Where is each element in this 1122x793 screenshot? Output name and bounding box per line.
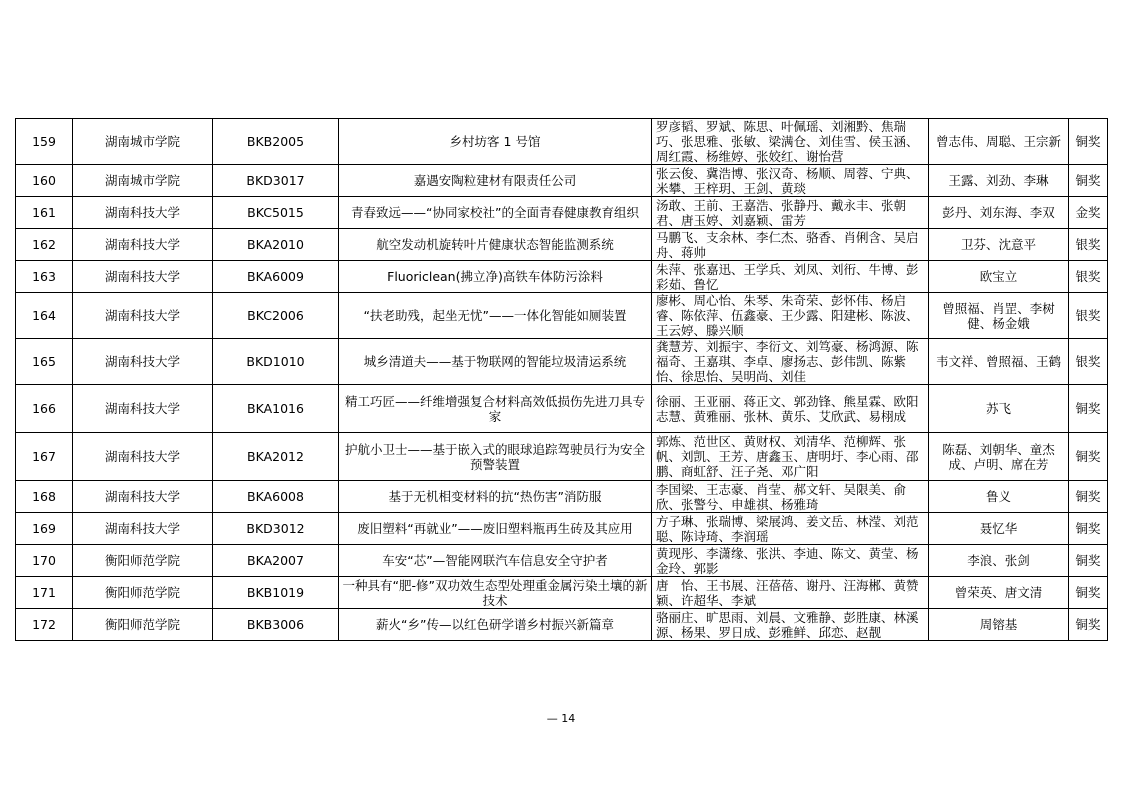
advisors: 韦文祥、曾照福、王鹤 [929, 339, 1069, 385]
project-title: 车安“芯”—智能网联汽车信息安全守护者 [339, 545, 652, 577]
school-name: 湖南科技大学 [73, 261, 213, 293]
advisors: 陈磊、刘朝华、童杰成、卢明、席在芳 [929, 433, 1069, 481]
team-members: 朱萍、张嘉迅、王学兵、刘凤、刘衎、牛博、彭彩茹、鲁忆 [652, 261, 929, 293]
school-name: 湖南科技大学 [73, 433, 213, 481]
row-number: 160 [16, 165, 73, 197]
table-row [16, 545, 1108, 577]
team-members: 马鹏飞、支余林、李仁杰、骆香、肖俐含、吴启舟、蒋帅 [652, 229, 929, 261]
advisors: 曾志伟、周聪、王宗新 [929, 119, 1069, 165]
table-row [16, 513, 1108, 545]
school-name: 衡阳师范学院 [73, 545, 213, 577]
row-number: 159 [16, 119, 73, 165]
advisors: 卫芬、沈意平 [929, 229, 1069, 261]
project-title: Fluoriclean(拂立净)高铁车体防污涂料 [339, 261, 652, 293]
project-code: BKB3006 [213, 609, 339, 641]
award-level: 铜奖 [1069, 481, 1108, 513]
project-code: BKD1010 [213, 339, 339, 385]
project-title: 废旧塑料“再就业”——废旧塑料瓶再生砖及其应用 [339, 513, 652, 545]
project-code: BKB1019 [213, 577, 339, 609]
award-level: 铜奖 [1069, 165, 1108, 197]
team-members: 汤敢、王前、王嘉浩、张静丹、戴永丰、张朝君、唐玉婷、刘嘉颖、雷芳 [652, 197, 929, 229]
table-row [16, 609, 1108, 641]
project-code: BKD3017 [213, 165, 339, 197]
row-number: 172 [16, 609, 73, 641]
project-code: BKA2007 [213, 545, 339, 577]
row-number: 162 [16, 229, 73, 261]
award-level: 银奖 [1069, 293, 1108, 339]
advisors: 欧宝立 [929, 261, 1069, 293]
school-name: 衡阳师范学院 [73, 577, 213, 609]
school-name: 湖南城市学院 [73, 165, 213, 197]
table-row [16, 293, 1108, 339]
page-number: — 14 [546, 712, 576, 725]
team-members: 徐丽、王亚丽、蒋正文、郭劲锋、熊星霖、欧阳志慧、黄雅丽、张林、黄乐、艾欣武、易栩成 [652, 385, 929, 433]
row-number: 161 [16, 197, 73, 229]
project-title: 基于无机相变材料的抗“热伤害”消防服 [339, 481, 652, 513]
project-code: BKB2005 [213, 119, 339, 165]
award-level: 铜奖 [1069, 545, 1108, 577]
project-code: BKA1016 [213, 385, 339, 433]
team-members: 黄现彤、李潇缘、张洪、李迪、陈文、黄莹、杨金玲、郭影 [652, 545, 929, 577]
project-title: 一种具有“肥-修”双功效生态型处理重金属污染土壤的新技术 [339, 577, 652, 609]
table-row [16, 385, 1108, 433]
advisors: 曾照福、肖罡、李树健、杨金娥 [929, 293, 1069, 339]
row-number: 169 [16, 513, 73, 545]
school-name: 湖南科技大学 [73, 229, 213, 261]
row-number: 171 [16, 577, 73, 609]
team-members: 罗彦韬、罗斌、陈思、叶佩瑶、刘湘黔、焦瑞巧、张思雅、张敏、梁满仓、刘佳雪、侯玉涵、周红霞、杨维婷、张姣红、谢怡营 [652, 119, 929, 165]
school-name: 湖南城市学院 [73, 119, 213, 165]
team-members: 郭炼、范世区、黄财权、刘清华、范柳辉、张帆、刘凯、王芳、唐鑫玉、唐明圩、李心雨、邵鹏、商虹舒、汪子尧、邓广阳 [652, 433, 929, 481]
project-code: BKA2012 [213, 433, 339, 481]
table-row [16, 339, 1108, 385]
advisors: 彭丹、刘东海、李双 [929, 197, 1069, 229]
school-name: 湖南科技大学 [73, 385, 213, 433]
advisors: 曾荣英、唐文清 [929, 577, 1069, 609]
project-title: 青春致远——“协同家校社”的全面青春健康教育组织 [339, 197, 652, 229]
table-row [16, 433, 1108, 481]
project-title: 航空发动机旋转叶片健康状态智能监测系统 [339, 229, 652, 261]
award-level: 银奖 [1069, 229, 1108, 261]
award-level: 铜奖 [1069, 609, 1108, 641]
team-members: 李国梁、王志豪、肖莹、郝文轩、吴限美、俞欣、张警兮、申雄祺、杨雅琦 [652, 481, 929, 513]
table-row [16, 577, 1108, 609]
project-title: “扶老助残，起坐无忧”——一体化智能如厕装置 [339, 293, 652, 339]
advisors: 鲁义 [929, 481, 1069, 513]
project-title: 薪火“乡”传—以红色研学谱乡村振兴新篇章 [339, 609, 652, 641]
project-code: BKD3012 [213, 513, 339, 545]
school-name: 衡阳师范学院 [73, 609, 213, 641]
project-code: BKA6008 [213, 481, 339, 513]
school-name: 湖南科技大学 [73, 197, 213, 229]
table-row [16, 197, 1108, 229]
row-number: 165 [16, 339, 73, 385]
advisors: 王露、刘劲、李琳 [929, 165, 1069, 197]
row-number: 166 [16, 385, 73, 433]
team-members: 方子琳、张瑞博、梁展鸿、姜文岳、林滢、刘范聪、陈诗琦、李润瑶 [652, 513, 929, 545]
table-row [16, 165, 1108, 197]
row-number: 167 [16, 433, 73, 481]
awards-table-body [16, 119, 1108, 641]
team-members: 张云俊、冀浩博、张汉奇、杨顺、周蓉、宁典、米攀、王梓玥、王剑、黄琰 [652, 165, 929, 197]
team-members: 骆丽庄、旷思雨、刘晨、文雅静、彭胜康、林溪源、杨果、罗日成、彭雅鲜、邱恋、赵靓 [652, 609, 929, 641]
project-code: BKA6009 [213, 261, 339, 293]
award-level: 银奖 [1069, 339, 1108, 385]
advisors: 周镕基 [929, 609, 1069, 641]
award-level: 银奖 [1069, 261, 1108, 293]
table-row [16, 481, 1108, 513]
project-code: BKC5015 [213, 197, 339, 229]
team-members: 廖彬、周心怡、朱琴、朱奇荣、彭怀伟、杨启睿、陈依萍、伍鑫豪、王少露、阳建彬、陈波、王云婷、滕兴顺 [652, 293, 929, 339]
school-name: 湖南科技大学 [73, 293, 213, 339]
row-number: 168 [16, 481, 73, 513]
award-level: 铜奖 [1069, 433, 1108, 481]
advisors: 苏飞 [929, 385, 1069, 433]
award-level: 金奖 [1069, 197, 1108, 229]
school-name: 湖南科技大学 [73, 339, 213, 385]
advisors: 聂忆华 [929, 513, 1069, 545]
row-number: 164 [16, 293, 73, 339]
project-title: 嘉遇安陶粒建材有限责任公司 [339, 165, 652, 197]
awards-table [15, 118, 1108, 641]
team-members: 唐 怡、王书展、汪蓓蓓、谢丹、汪海郴、黄赞颖、许超华、李斌 [652, 577, 929, 609]
project-code: BKA2010 [213, 229, 339, 261]
table-row [16, 119, 1108, 165]
school-name: 湖南科技大学 [73, 513, 213, 545]
school-name: 湖南科技大学 [73, 481, 213, 513]
project-title: 精工巧匠——纤维增强复合材料高效低损伤先进刀具专家 [339, 385, 652, 433]
row-number: 170 [16, 545, 73, 577]
award-level: 铜奖 [1069, 513, 1108, 545]
project-title: 乡村坊客 1 号馆 [339, 119, 652, 165]
project-code: BKC2006 [213, 293, 339, 339]
team-members: 龚慧芳、刘振宇、李衍文、刘笃豪、杨鸿源、陈福奇、王嘉琪、李卓、廖扬志、彭伟凯、陈紫怡、徐思怡、吴明尚、刘佳 [652, 339, 929, 385]
table-row [16, 229, 1108, 261]
award-level: 铜奖 [1069, 385, 1108, 433]
project-title: 护航小卫士——基于嵌入式的眼球追踪驾驶员行为安全预警装置 [339, 433, 652, 481]
project-title: 城乡清道夫——基于物联网的智能垃圾清运系统 [339, 339, 652, 385]
advisors: 李浪、张剑 [929, 545, 1069, 577]
row-number: 163 [16, 261, 73, 293]
table-row [16, 261, 1108, 293]
award-level: 铜奖 [1069, 119, 1108, 165]
award-level: 铜奖 [1069, 577, 1108, 609]
